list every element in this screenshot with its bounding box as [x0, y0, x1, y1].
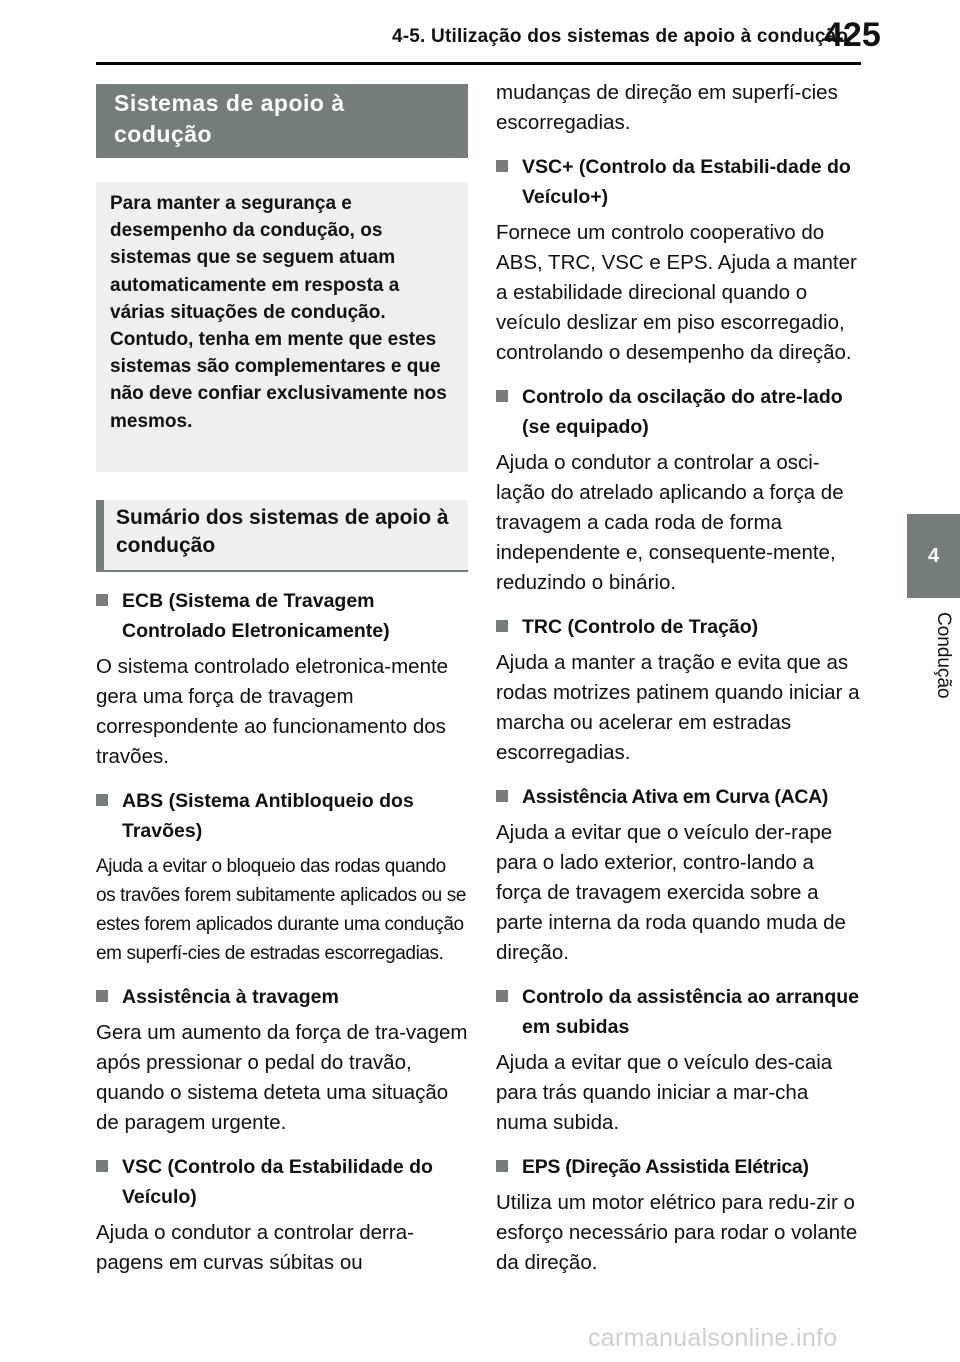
item-title: Assistência Ativa em Curva (ACA) [522, 786, 829, 808]
left-column [96, 84, 468, 1278]
chapter-label: Condução [933, 612, 954, 699]
item-ecb [96, 586, 468, 772]
item-title: Controlo da oscilação do atre-lado (se equipado) [522, 386, 843, 438]
section-title-text: Sistemas de apoio à codução [114, 90, 345, 147]
item-hill-start [496, 982, 862, 1138]
square-bullet-icon [96, 990, 108, 1002]
square-bullet-icon [496, 390, 508, 402]
item-text: Gera um aumento da força de tra-vagem após pressionar o pedal do travão, quando o sistema deteta uma situação de paragem urgente. [96, 1021, 468, 1134]
square-bullet-icon [96, 1160, 108, 1172]
item-brake-assist [96, 982, 468, 1138]
square-bullet-icon [496, 790, 508, 802]
item-text: Ajuda a manter a tração e evita que as rodas motrizes patinem quando iniciar a marcha ou acelerar em estradas escorregadias. [496, 651, 860, 764]
square-bullet-icon [96, 794, 108, 806]
item-vsc-plus [496, 152, 862, 368]
page-number: 425 [824, 16, 881, 54]
item-text: O sistema controlado eletronica-mente gera uma força de travagem correspondente ao funcionamento dos travões. [96, 655, 449, 768]
right-column [496, 78, 862, 1278]
item-text: Ajuda o condutor a controlar derra-pagens em curvas súbitas ou [96, 1221, 414, 1274]
item-title: VSC (Controlo da Estabilidade do Veículo) [122, 1156, 433, 1208]
item-title: Controlo da assistência ao arranque em subidas [522, 986, 860, 1038]
item-trailer-sway [496, 382, 862, 598]
section-title [96, 84, 468, 158]
square-bullet-icon [496, 160, 508, 172]
item-vsc [96, 1152, 468, 1278]
item-trc [496, 612, 862, 768]
item-text: Ajuda a evitar que o veículo der-rape para o lado exterior, contro-lando a força de travagem exercida sobre a parte interna da roda quando muda de direção. [496, 821, 846, 964]
square-bullet-icon [496, 1160, 508, 1172]
square-bullet-icon [496, 620, 508, 632]
item-text: Ajuda a evitar o bloqueio das rodas quando os travões forem subitamente aplicados ou se estes forem aplicados durante uma condução em superfí-cies de estradas escorregadias. [96, 856, 466, 964]
item-title: TRC (Controlo de Tração) [522, 616, 759, 638]
item-title: EPS (Direção Assistida Elétrica) [522, 1156, 809, 1178]
item-title: VSC+ (Controlo da Estabili-dade do Veículo+) [522, 156, 851, 208]
summary-heading: Sumário dos sistemas de apoio à condução [96, 500, 468, 572]
item-title: ABS (Sistema Antibloqueio dos Travões) [122, 790, 414, 842]
item-text: Utiliza um motor elétrico para redu-zir o esforço necessário para rodar o volante da direção. [496, 1191, 858, 1274]
chapter-tab: 4 [907, 514, 960, 598]
square-bullet-icon [96, 594, 108, 606]
item-text: Fornece um controlo cooperativo do ABS, TRC, VSC e EPS. Ajuda a manter a estabilidade direcional quando o veículo deslizar em piso escorregadio, controlando o desempenho da direção. [496, 221, 857, 364]
square-bullet-icon [496, 990, 508, 1002]
item-title: ECB (Sistema de Travagem Controlado Eletronicamente) [122, 590, 390, 642]
item-eps [496, 1152, 862, 1278]
item-abs [96, 786, 468, 968]
running-header: 4-5. Utilização dos sistemas de apoio à condução [392, 26, 849, 47]
item-aca [496, 782, 862, 968]
item-text: Ajuda a evitar que o veículo des-caia para trás quando iniciar a mar-cha numa subida. [496, 1051, 833, 1134]
intro-box: Para manter a segurança e desempenho da condução, os sistemas que se seguem atuam automaticamente em resposta a várias situações de condução. Contudo, tenha em mente que estes sistemas são complementares e que não deve confiar exclusivamente nos mesmos. [96, 182, 468, 472]
header-rule [96, 62, 861, 65]
continued-text: mudanças de direção em superfí-cies escorregadias. [496, 81, 838, 134]
item-title: Assistência à travagem [122, 986, 339, 1008]
item-text: Ajuda o condutor a controlar a osci-lação do atrelado aplicando a força de travagem a cada roda de forma independente e, consequente-mente, reduzindo o binário. [496, 451, 844, 594]
watermark: carmanualsonline.info [588, 1324, 838, 1352]
